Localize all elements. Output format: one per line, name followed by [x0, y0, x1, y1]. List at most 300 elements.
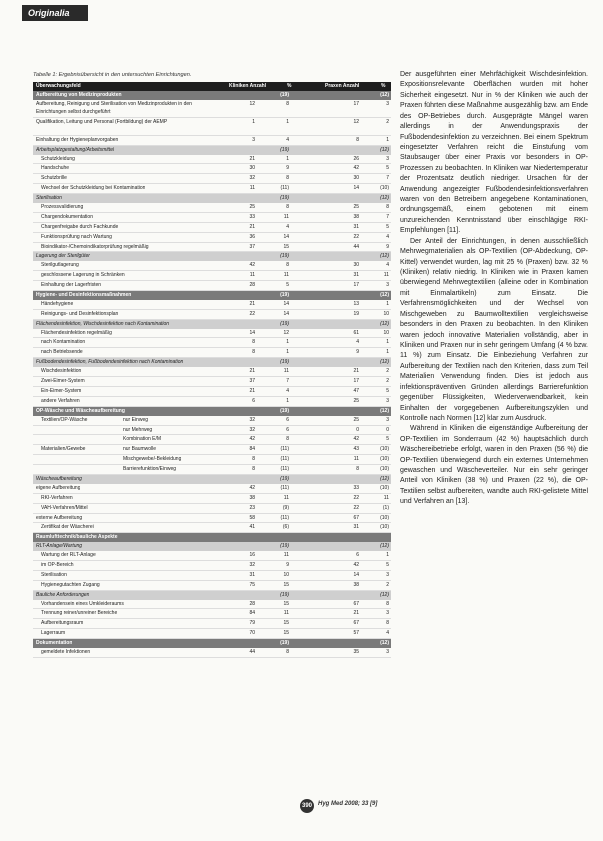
- row-label: gemeldete Infektionen: [41, 648, 91, 655]
- cell-value: 8: [286, 204, 289, 211]
- row-label: Qualifikation, Leitung und Personal (Fortbildung) der AEMP: [36, 118, 168, 125]
- table-row: [33, 203, 391, 213]
- cell-value: 11: [249, 185, 255, 192]
- cell-value: 0: [356, 426, 359, 433]
- cell-value: (12): [380, 91, 389, 98]
- cell-value: (11): [280, 185, 289, 192]
- table-row: [33, 387, 391, 397]
- cell-value: 25: [353, 416, 359, 423]
- subsection-row: [33, 252, 391, 261]
- cell-value: 61: [353, 329, 359, 336]
- cell-value: 30: [353, 175, 359, 182]
- cell-value: 3: [386, 610, 389, 617]
- row-label: externe Aufbereitung: [36, 514, 83, 521]
- cell-value: 35: [353, 648, 359, 655]
- cell-value: 10: [283, 571, 289, 578]
- cell-value: 0: [386, 426, 389, 433]
- cell-value: 15: [283, 630, 289, 637]
- table-row: [33, 367, 391, 377]
- table-row: [33, 629, 391, 639]
- row-label: Kombination E/M: [123, 436, 162, 443]
- table-row: [33, 619, 391, 629]
- row-label: Aufbereitung von Medizinprodukten: [36, 91, 122, 98]
- column-header: %: [287, 83, 292, 89]
- cell-value: 21: [249, 223, 255, 230]
- cell-value: 22: [353, 233, 359, 240]
- table-row: [33, 455, 391, 465]
- row-label: Fußbodendesinfektion, Fußbodendesinfektion nach Kontamination: [36, 359, 184, 366]
- article-body: [400, 70, 588, 508]
- table-body: [33, 91, 391, 658]
- cell-value: 32: [249, 426, 255, 433]
- cell-value: 28: [249, 282, 255, 289]
- cell-value: 1: [286, 155, 289, 162]
- row-label: im OP-Bereich: [41, 561, 74, 568]
- subsection-row: [33, 475, 391, 484]
- cell-value: (10): [380, 456, 389, 463]
- row-label: geschlossene Lagerung in Schränken: [41, 272, 125, 279]
- table-row: [33, 377, 391, 387]
- cell-value: 9: [386, 243, 389, 250]
- table-row: [33, 397, 391, 407]
- cell-value: 8: [286, 648, 289, 655]
- row-label: nur Einweg: [123, 416, 149, 423]
- cell-value: 12: [283, 329, 289, 336]
- cell-value: 11: [283, 368, 289, 375]
- table-row: [33, 600, 391, 610]
- table-row: [33, 281, 391, 291]
- cell-value: 42: [249, 262, 255, 269]
- cell-value: 21: [353, 368, 359, 375]
- cell-value: 23: [249, 504, 255, 511]
- cell-value: 84: [249, 610, 255, 617]
- cell-value: 22: [353, 504, 359, 511]
- row-label: RLT-Anlage/Wartung: [36, 543, 83, 550]
- cell-value: 32: [249, 561, 255, 568]
- cell-value: 6: [356, 552, 359, 559]
- cell-value: 84: [249, 446, 255, 453]
- cell-value: 21: [249, 155, 255, 162]
- paragraph: Der ausgeführten einer Mehrfächigkeit Wischdesinfektion. Expositionsrelevante Oberflächen wurden mit hoher Sicherheit eingesetzt. Nur in % der Kliniken wie auch der Praxen führten diese Maßnahme ausgezählig bzw. am Ende des OP-Betriebes durch. Ausgeprägte Mängel waren allerdings in der Anwendungspraxis der Fußbodendesinfektion zu verzeichnen. Bei einem Spektrum eingesetzter Verfahren reicht die Einstufung vom Staubsauger über einer Praxis vor besonders in OP-Prozessen zu beobachten. In Kliniken war Niedertemperatur der Prozentsatz deutlich niedriger. Ursachen für der Anwendung angezeigter Fußbodendesinfektionsverfahren waren von den Betreibern angegebene Kontaminationen, ordnungsgemäß, einem gebotenen mit einem unzureichenden Kenntnisstand über einschlägige RKI-Empfehlungen [11].: [400, 71, 588, 235]
- cell-value: 6: [286, 426, 289, 433]
- cell-value: (19): [280, 91, 289, 98]
- cell-value: 11: [383, 494, 389, 501]
- cell-value: (10): [380, 524, 389, 531]
- cell-value: 32: [249, 175, 255, 182]
- cell-value: 8: [286, 262, 289, 269]
- table-row: [33, 213, 391, 223]
- paragraph: Der Anteil der Einrichtungen, in denen ausschließlich Mehrwegmaterialien als OP-Textilien (OP-Abdeckung, OP-Kittel) verwendet wurden, lag mit 25 % (Praxen) bzw. 32 % (Kliniken) relativ niedrig. In Kliniken wie in Praxen kamen überwiegend Mehrwegtextilien (alleine oder in Kombination mit Einmalartikeln) zum Einsatz. Die Verfahrensmöglichkeiten und der Wechsel von Mischgeweben zu Baumwolltextilien vergleichsweise besonders in den Praxen zu beobachten. In den Kliniken waren jedoch innovative Materialien vollständig, aber in Kliniken und Praxen nur in sehr geringem Umfang (4 % bzw. 11 %) zum Einsatz. Die Einbeziehung Verfahren zur Aufbereitung der Textilien nach den Kriterien, dass zum Teil Materialien Verwendung finden. Dies ist jedoch aus infektionspräventiven Gründen allerdings Barrierefunktion gegenüber Flüssigkeiten, Wiederverwendbarkeit, kein Einhalten der vorgegebenen Aufbereitungszyklen und Kontrolle nach Normen [12] klar zum Ausdruck.: [400, 237, 588, 422]
- row-label: Flächendesinfektion, Wischdesinfektion nach Kontamination: [36, 320, 170, 327]
- cell-value: 17: [353, 282, 359, 289]
- row-label: Sterilgutlagerung: [41, 262, 79, 269]
- cell-value: (1): [382, 504, 389, 511]
- cell-value: 21: [353, 610, 359, 617]
- cell-value: 14: [283, 233, 289, 240]
- subsection-row: [33, 320, 391, 329]
- group-label: Materialien/Gewebe: [41, 446, 86, 453]
- cell-value: (11): [280, 514, 289, 521]
- cell-value: 3: [386, 571, 389, 578]
- cell-value: (10): [380, 185, 389, 192]
- row-label: Dokumentation: [36, 640, 73, 647]
- cell-value: 15: [283, 243, 289, 250]
- cell-value: 33: [353, 484, 359, 491]
- cell-value: 11: [283, 610, 289, 617]
- cell-value: 1: [286, 349, 289, 356]
- cell-value: 1: [386, 339, 389, 346]
- cell-value: 4: [286, 223, 289, 230]
- table-row: [33, 648, 391, 658]
- cell-value: 14: [283, 300, 289, 307]
- cell-value: 7: [386, 175, 389, 182]
- row-label: Einhaltung der Lagerfristen: [41, 282, 102, 289]
- row-label: Wäscheaufbereitung: [36, 475, 82, 482]
- cell-value: 6: [252, 397, 255, 404]
- row-label: Vorhandensein eines Umkleideraums: [41, 600, 124, 607]
- subsection-row: [33, 358, 391, 367]
- table-row: [33, 223, 391, 233]
- subsection-row: [33, 591, 391, 600]
- journal-reference: Hyg Med 2008; 33 [9]: [318, 801, 378, 807]
- cell-value: 8: [286, 436, 289, 443]
- row-label: Wartung der RLT-Anlage: [41, 552, 96, 559]
- cell-value: 1: [386, 349, 389, 356]
- cell-value: 16: [249, 552, 255, 559]
- group-label: Textilien/OP-Wäsche: [41, 416, 88, 423]
- cell-value: 12: [249, 100, 255, 107]
- table-row: [33, 551, 391, 561]
- row-label: RKI-Verfahren: [41, 494, 73, 501]
- table-row: [33, 426, 391, 436]
- cell-value: 8: [286, 100, 289, 107]
- cell-value: 8: [252, 456, 255, 463]
- cell-value: 2: [386, 378, 389, 385]
- cell-value: 7: [386, 213, 389, 220]
- cell-value: 8: [386, 204, 389, 211]
- cell-value: 8: [386, 600, 389, 607]
- cell-value: 21: [249, 368, 255, 375]
- row-label: Lagerraum: [41, 630, 66, 637]
- cell-value: 32: [249, 416, 255, 423]
- cell-value: 1: [386, 300, 389, 307]
- section-tag: Originalia: [22, 5, 88, 21]
- cell-value: 11: [353, 456, 359, 463]
- cell-value: (12): [380, 407, 389, 414]
- cell-value: 38: [249, 494, 255, 501]
- cell-value: 13: [353, 300, 359, 307]
- cell-value: 4: [286, 387, 289, 394]
- table-row: [33, 571, 391, 581]
- cell-value: 30: [353, 262, 359, 269]
- cell-value: (19): [280, 253, 289, 260]
- cell-value: 31: [353, 524, 359, 531]
- cell-value: 17: [353, 378, 359, 385]
- cell-value: 26: [353, 155, 359, 162]
- table-row: [33, 261, 391, 271]
- cell-value: (10): [380, 446, 389, 453]
- cell-value: 8: [252, 339, 255, 346]
- cell-value: 67: [353, 600, 359, 607]
- cell-value: 22: [353, 494, 359, 501]
- cell-value: 11: [283, 213, 289, 220]
- row-label: Arbeitsplatzgestaltung/Arbeitsmittel: [36, 146, 115, 153]
- row-label: Zwei-Eimer-System: [41, 378, 85, 385]
- cell-value: (11): [280, 484, 289, 491]
- cell-value: 9: [286, 561, 289, 568]
- cell-value: 25: [353, 204, 359, 211]
- cell-value: 9: [286, 165, 289, 172]
- cell-value: 6: [286, 416, 289, 423]
- cell-value: 25: [249, 204, 255, 211]
- row-label: nur Baumwolle: [123, 446, 157, 453]
- cell-value: (11): [280, 446, 289, 453]
- cell-value: 42: [249, 484, 255, 491]
- table-row: [33, 155, 391, 165]
- cell-value: 79: [249, 620, 255, 627]
- cell-value: 8: [386, 620, 389, 627]
- table-row: [33, 329, 391, 339]
- table-row: [33, 164, 391, 174]
- cell-value: 14: [353, 571, 359, 578]
- page-number: 390: [300, 799, 314, 813]
- cell-value: (10): [380, 484, 389, 491]
- table-row: [33, 561, 391, 571]
- row-label: andere Verfahren: [41, 397, 80, 404]
- cell-value: (19): [280, 292, 289, 299]
- cell-value: 8: [252, 349, 255, 356]
- cell-value: 14: [283, 310, 289, 317]
- cell-value: 5: [386, 387, 389, 394]
- cell-value: 21: [249, 387, 255, 394]
- table-row: [33, 310, 391, 320]
- cell-value: (19): [280, 359, 289, 366]
- cell-value: (12): [380, 320, 389, 327]
- row-label: Raumlufttechnik/bauliche Aspekte: [36, 534, 118, 541]
- row-label: Prozessvalidierung: [41, 204, 84, 211]
- row-label: Wechsel der Schutzkleidung bei Kontamination: [41, 185, 146, 192]
- cell-value: 67: [353, 620, 359, 627]
- row-label: Barrierefunktion/Einweg: [123, 466, 177, 473]
- cell-value: (12): [380, 591, 389, 598]
- cell-value: 3: [386, 416, 389, 423]
- cell-value: 75: [249, 581, 255, 588]
- row-label: Wischdesinfektion: [41, 368, 82, 375]
- table-row: [33, 233, 391, 243]
- cell-value: (10): [380, 466, 389, 473]
- cell-value: 38: [353, 213, 359, 220]
- cell-value: (12): [380, 146, 389, 153]
- row-label: Schutzkleidung: [41, 155, 75, 162]
- table-row: [33, 243, 391, 253]
- cell-value: 31: [249, 571, 255, 578]
- cell-value: 3: [386, 282, 389, 289]
- row-label: Aufbereitung, Reinigung und Sterilisation von Medizinprodukten in den Einrichtungen selbst durchgeführt: [36, 100, 192, 116]
- row-label: Händehygiene: [41, 300, 74, 307]
- cell-value: (19): [280, 146, 289, 153]
- cell-value: 11: [283, 494, 289, 501]
- cell-value: 57: [353, 630, 359, 637]
- cell-value: 19: [353, 310, 359, 317]
- cell-value: 42: [353, 165, 359, 172]
- row-label: Trennung reiner/unreiner Bereiche: [41, 610, 118, 617]
- table-row: [33, 416, 391, 426]
- cell-value: (19): [280, 195, 289, 202]
- cell-value: 2: [386, 581, 389, 588]
- cell-value: 17: [353, 100, 359, 107]
- cell-value: 3: [386, 397, 389, 404]
- cell-value: 1: [252, 118, 255, 125]
- row-label: Handschuhe: [41, 165, 70, 172]
- column-header: Überwachungsfeld: [36, 83, 81, 89]
- cell-value: 5: [286, 282, 289, 289]
- table-row: [33, 523, 391, 533]
- cell-value: 4: [386, 262, 389, 269]
- cell-value: 42: [249, 436, 255, 443]
- cell-value: (19): [280, 320, 289, 327]
- cell-value: 1: [286, 118, 289, 125]
- row-label: Hygienegutachten Zugang: [41, 581, 100, 588]
- section-row: [33, 639, 391, 648]
- row-label: Sterilisation: [41, 571, 67, 578]
- cell-value: 15: [283, 600, 289, 607]
- row-label: Lagerung der Sterilgüter: [36, 253, 90, 260]
- row-label: nach Betriebsende: [41, 349, 83, 356]
- table-row: [33, 338, 391, 348]
- cell-value: 47: [353, 387, 359, 394]
- table-row: [33, 136, 391, 146]
- cell-value: 44: [353, 243, 359, 250]
- row-label: Chargenfreigabe durch Fachkunde: [41, 223, 119, 230]
- row-label: OP-Wäsche und Wäscheaufbereitung: [36, 407, 125, 414]
- table-row: [33, 581, 391, 591]
- cell-value: 41: [249, 524, 255, 531]
- subsection-row: [33, 542, 391, 551]
- cell-value: 11: [249, 272, 255, 279]
- cell-value: 8: [356, 466, 359, 473]
- cell-value: (11): [280, 466, 289, 473]
- column-header: Kliniken Anzahl: [229, 83, 267, 89]
- cell-value: (6): [282, 524, 289, 531]
- row-label: nach Kontamination: [41, 339, 86, 346]
- table-row: [33, 174, 391, 184]
- cell-value: 3: [386, 155, 389, 162]
- cell-value: 7: [286, 378, 289, 385]
- cell-value: 5: [386, 165, 389, 172]
- cell-value: 31: [353, 223, 359, 230]
- cell-value: 2: [386, 368, 389, 375]
- row-label: Sterilisation: [36, 195, 62, 202]
- row-label: Mischgewebe/-Bekleidung: [123, 456, 182, 463]
- cell-value: (12): [380, 253, 389, 260]
- table-row: [33, 435, 391, 445]
- cell-value: 15: [283, 581, 289, 588]
- cell-value: 11: [383, 272, 389, 279]
- cell-value: 21: [249, 300, 255, 307]
- cell-value: 1: [386, 552, 389, 559]
- cell-value: 70: [249, 630, 255, 637]
- cell-value: (12): [380, 195, 389, 202]
- cell-value: 28: [249, 600, 255, 607]
- cell-value: 1: [286, 339, 289, 346]
- cell-value: 9: [356, 349, 359, 356]
- cell-value: 31: [353, 272, 359, 279]
- cell-value: 36: [249, 233, 255, 240]
- row-label: Reinigungs- und Desinfektionsplan: [41, 310, 119, 317]
- cell-value: 8: [356, 136, 359, 143]
- table-row: [33, 118, 391, 136]
- cell-value: 4: [356, 339, 359, 346]
- cell-value: 2: [386, 118, 389, 125]
- cell-value: 11: [283, 552, 289, 559]
- cell-value: (12): [380, 640, 389, 647]
- cell-value: 1: [286, 397, 289, 404]
- cell-value: (19): [280, 543, 289, 550]
- row-label: Einhaltung der Hygieneplanvorgaben: [36, 136, 119, 143]
- cell-value: 42: [353, 436, 359, 443]
- cell-value: (12): [380, 543, 389, 550]
- subsection-row: [33, 146, 391, 155]
- subsection-row: [33, 194, 391, 203]
- cell-value: 42: [353, 561, 359, 568]
- cell-value: 12: [353, 118, 359, 125]
- table-row: [33, 271, 391, 281]
- cell-value: 8: [252, 466, 255, 473]
- cell-value: 43: [353, 446, 359, 453]
- cell-value: 30: [249, 165, 255, 172]
- paragraph: Während in Kliniken die eigenständige Aufbereitung der OP-Textilien im Sonderraum (42 %) hauptsächlich durch Wäschereibetriebe erfolgt, waren in den Praxen (56 %) die OP-Textilien überwiegend durch ein externes Unternehmen gewaschen und Wäscheverteiler. Nur ein sehr geringer Anteil von Kliniken (38 %) und Praxen (22 %), die OP-Textilien selbst aufbereiten, wandte auch RKI-gelistete Mittel und Verfahren an [13].: [400, 425, 588, 506]
- table-caption: Tabelle 1: Ergebnisübersicht in den untersuchten Einrichtungen.: [33, 72, 192, 78]
- table-row: [33, 465, 391, 475]
- table-header: [33, 82, 391, 91]
- cell-value: 10: [383, 329, 389, 336]
- table-row: [33, 445, 391, 455]
- section-row: [33, 533, 391, 542]
- section-row: [33, 91, 391, 100]
- cell-value: (19): [280, 591, 289, 598]
- table-row: [33, 514, 391, 524]
- table-row: [33, 504, 391, 514]
- section-row: [33, 291, 391, 300]
- row-label: nur Mehrweg: [123, 426, 153, 433]
- results-table: [33, 82, 391, 658]
- cell-value: 3: [386, 100, 389, 107]
- cell-value: 22: [249, 310, 255, 317]
- cell-value: 11: [283, 272, 289, 279]
- cell-value: 4: [286, 136, 289, 143]
- row-label: Schutzbrille: [41, 175, 67, 182]
- cell-value: 33: [249, 213, 255, 220]
- table-row: [33, 184, 391, 194]
- cell-value: 37: [249, 378, 255, 385]
- column-header: %: [381, 83, 386, 89]
- cell-value: 37: [249, 243, 255, 250]
- cell-value: (12): [380, 292, 389, 299]
- row-label: Aufbereitungsraum: [41, 620, 84, 627]
- cell-value: 5: [386, 223, 389, 230]
- row-label: Bauliche Anforderungen: [36, 591, 90, 598]
- cell-value: (12): [380, 475, 389, 482]
- cell-value: 4: [386, 233, 389, 240]
- cell-value: 38: [353, 581, 359, 588]
- cell-value: 3: [386, 648, 389, 655]
- table-row: [33, 609, 391, 619]
- cell-value: 15: [283, 620, 289, 627]
- row-label: VAH-Verfahren/Mittel: [41, 504, 88, 511]
- cell-value: (19): [280, 640, 289, 647]
- row-label: Bioindikator-/Chemoindikatorprüfung regelmäßig: [41, 243, 149, 250]
- table-row: [33, 100, 391, 118]
